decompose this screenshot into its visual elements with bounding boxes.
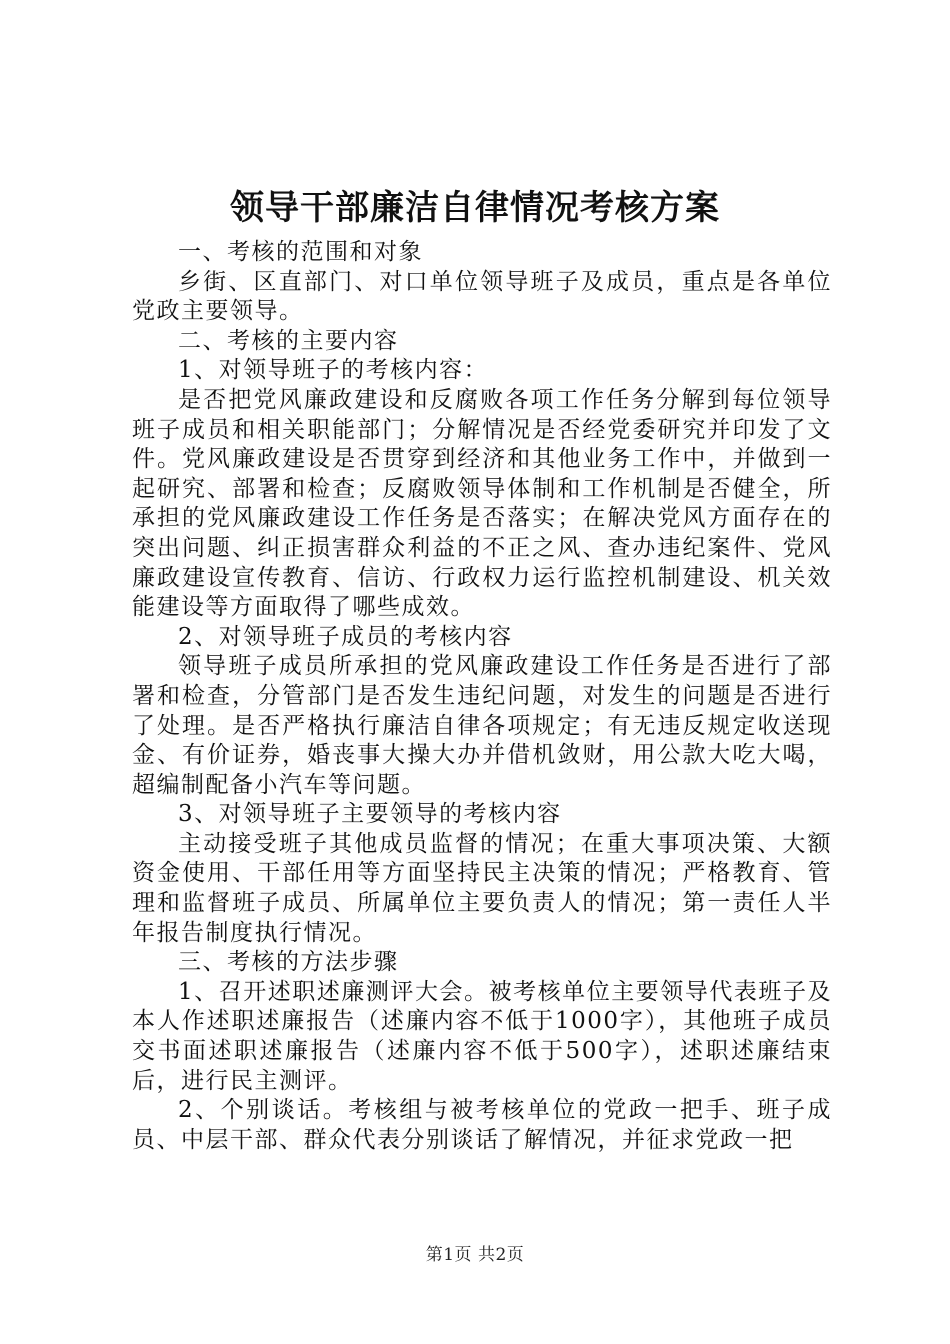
paragraph-scope: 乡街、区直部门、对口单位领导班子及成员，重点是各单位党政主要领导。 [132,268,832,325]
paragraph-team: 是否把党风廉政建设和反腐败各项工作任务分解到每位领导班子成员和相关职能部门；分解情况是否经党委研究并印发了文件。党风廉政建设是否贯穿到经济和其他业务工作中，并做到一起研究、部署和检查；反腐败领导体制和工作机制是否健全，所承担的党风廉政建设工作任务是否落实；在解决党风方面存在的突出问题、纠正损害群众利益的不正之风、查办违纪案件、党风廉政建设宣传教育、信访、行政权力运行监控机制建设、机关效能建设等方面取得了哪些成效。 [132,386,832,621]
section-heading-scope: 一、考核的范围和对象 [178,239,423,265]
paragraph-leaders: 主动接受班子其他成员监督的情况；在重大事项决策、大额资金使用、干部任用等方面坚持民主决策的情况；严格教育、管理和监督班子成员、所属单位主要负责人的情况；第一责任人半年报告制度执行情况。 [132,830,832,946]
subheading-leaders: 3、对领导班子主要领导的考核内容 [178,801,562,828]
paragraph-method-1: 1、召开述职述廉测评大会。被考核单位主要领导代表班子及本人作述职述廉报告（述廉内容不低于1000字），其他班子成员交书面述职述廉报告（述廉内容不低于500字），述职述廉结束后，进行民主测评。 [132,978,832,1094]
document-title: 领导干部廉洁自律情况考核方案 [230,188,720,228]
subheading-members: 2、对领导班子成员的考核内容 [178,623,513,650]
section-heading-methods: 三、考核的方法步骤 [178,949,399,976]
page-footer: 第1页 共2页 [425,1245,525,1265]
subheading-team: 1、对领导班子的考核内容： [178,357,489,384]
document-body [132,238,832,1155]
section-heading-content: 二、考核的主要内容 [178,327,399,354]
paragraph-method-2: 2、个别谈话。考核组与被考核单位的党政一把手、班子成员、中层干部、群众代表分别谈话了解情况，并征求党政一把 [132,1097,832,1153]
paragraph-members: 领导班子成员所承担的党风廉政建设工作任务是否进行了部署和检查，分管部门是否发生违纪问题，对发生的问题是否进行了处理。是否严格执行廉洁自律各项规定；有无违反规定收送现金、有价证券，婚丧事大操大办并借机敛财，用公款大吃大喝，超编制配备小汽车等问题。 [132,653,832,798]
